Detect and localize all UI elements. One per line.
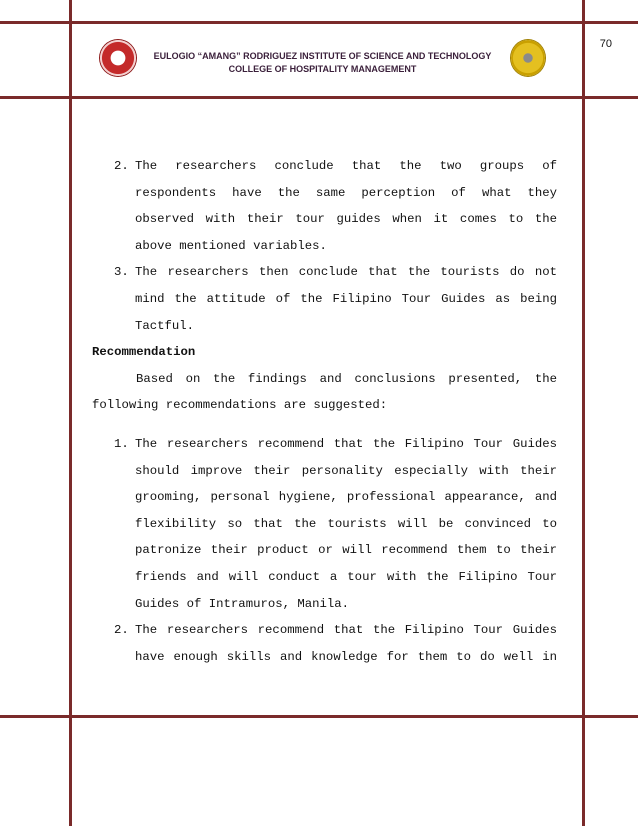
page-number: 70 [599, 38, 612, 50]
conclusion-item [114, 153, 557, 259]
recommendation-item [114, 431, 557, 617]
list-number: 1. [114, 436, 129, 451]
top-border-rule [0, 21, 638, 24]
list-text: The researchers conclude that the two groups of respondents have the same perception of what they observed with their tour guides when it comes to the above mentioned variables. [135, 159, 557, 253]
conclusion-item [114, 259, 557, 339]
list-text: The researchers recommend that the Filipino Tour Guides should improve their personality especially with their grooming, personal hygiene, professional appearance, and flexibility so that the tourists will be convinced to patronize their product or will recommend them to their friends and will conduct a tour with the Filipino Tour Guides of Intramuros, Manila. [135, 436, 557, 611]
list-text: The researchers then conclude that the tourists do not mind the attitude of the Filipino Tour Guides as being Tactful. [135, 265, 557, 333]
document-body [92, 153, 557, 670]
institution-name [144, 50, 501, 76]
left-border-rule [69, 0, 72, 826]
institution-title: EULOGIO “AMANG” RODRIGUEZ INSTITUTE OF SCIENCE AND TECHNOLOGY [153, 51, 492, 61]
list-number: 2. [114, 159, 129, 173]
list-text: The researchers recommend that the Filipino Tour Guides have enough skills and knowledge for them to do well in [135, 623, 557, 664]
list-number: 3. [114, 265, 129, 280]
right-border-rule [582, 0, 585, 826]
recommendation-intro: Based on the findings and conclusions presented, the following recommendations are suggested: [92, 371, 557, 413]
recommendation-item [114, 617, 557, 670]
section-heading: Recommendation [92, 345, 196, 360]
college-seal-icon [511, 40, 545, 76]
list-number: 2. [114, 623, 129, 638]
footer-border-rule [0, 715, 638, 718]
header-divider-rule [0, 96, 638, 99]
institute-seal-icon [100, 40, 136, 76]
college-title: COLLEGE OF HOSPITALITY MANAGEMENT [228, 64, 417, 74]
document-header [100, 40, 545, 80]
